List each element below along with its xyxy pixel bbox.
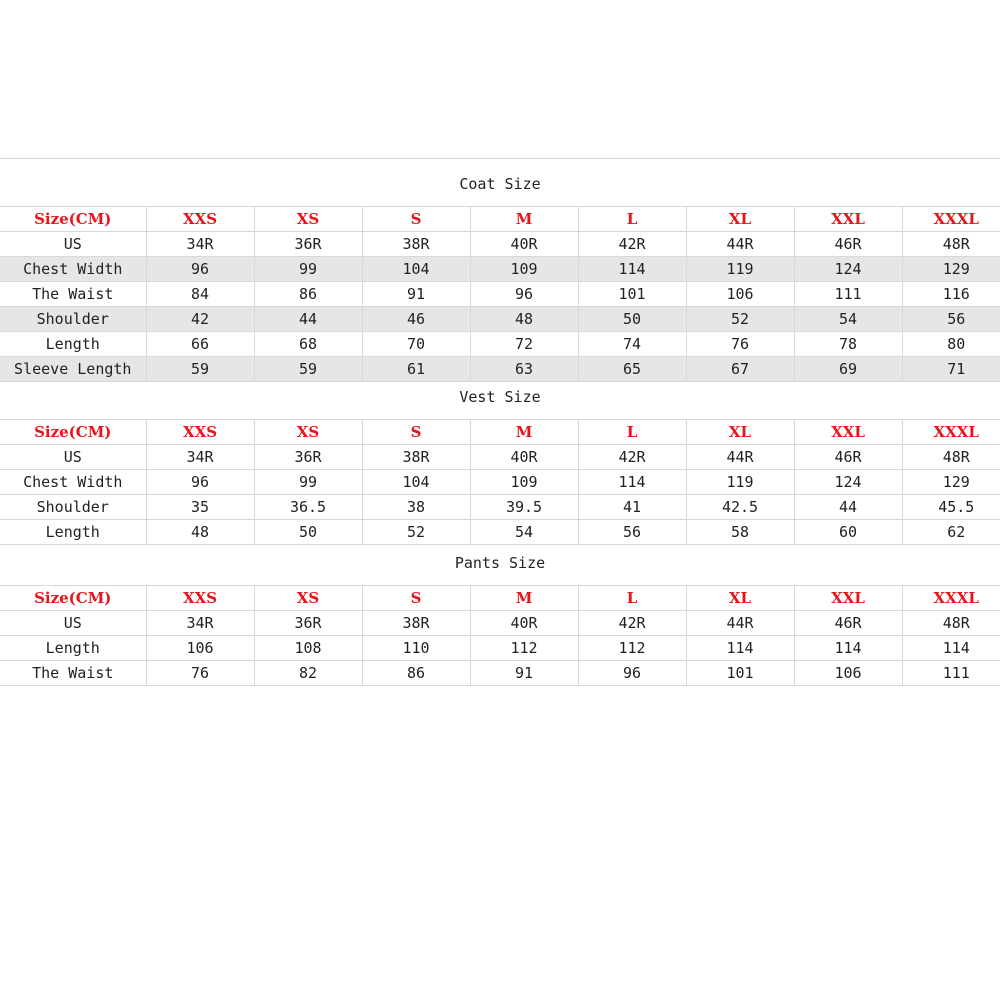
pants-size-title: Pants Size xyxy=(454,554,546,572)
table-cell: 44R xyxy=(686,611,794,636)
table-cell: 34R xyxy=(146,611,254,636)
table-cell: 56 xyxy=(902,307,1000,332)
table-cell: 114 xyxy=(902,636,1000,661)
table-cell: 48R xyxy=(902,611,1000,636)
table-cell: 50 xyxy=(578,307,686,332)
table-cell: 40R xyxy=(470,232,578,257)
table-cell: 106 xyxy=(686,282,794,307)
size-header-xl: XL xyxy=(686,207,794,232)
table-cell: 50 xyxy=(254,520,362,545)
size-header-xl: XL xyxy=(686,586,794,611)
table-cell: 34R xyxy=(146,445,254,470)
table-cell: 46R xyxy=(794,232,902,257)
size-header-xl: XL xyxy=(686,420,794,445)
row-label: US xyxy=(0,232,146,257)
table-cell: 101 xyxy=(578,282,686,307)
table-cell: 109 xyxy=(470,470,578,495)
size-header-row xyxy=(0,207,1000,232)
table-row xyxy=(0,445,1000,470)
table-cell: 36R xyxy=(254,445,362,470)
table-cell: 52 xyxy=(362,520,470,545)
row-label: US xyxy=(0,445,146,470)
coat-size-table xyxy=(0,206,1000,382)
row-label: The Waist xyxy=(0,282,146,307)
table-cell: 44R xyxy=(686,445,794,470)
table-cell: 96 xyxy=(146,257,254,282)
table-row xyxy=(0,332,1000,357)
table-cell: 40R xyxy=(470,445,578,470)
table-cell: 129 xyxy=(902,257,1000,282)
size-header-xxl: XXL xyxy=(794,420,902,445)
table-cell: 78 xyxy=(794,332,902,357)
table-cell: 52 xyxy=(686,307,794,332)
table-cell: 106 xyxy=(146,636,254,661)
table-cell: 42R xyxy=(578,232,686,257)
row-label: Length xyxy=(0,332,146,357)
table-cell: 42R xyxy=(578,445,686,470)
size-header-row xyxy=(0,586,1000,611)
table-cell: 40R xyxy=(470,611,578,636)
size-cm-label: Size(CM) xyxy=(0,420,146,445)
table-cell: 65 xyxy=(578,357,686,382)
table-row xyxy=(0,282,1000,307)
table-cell: 41 xyxy=(578,495,686,520)
table-cell: 46R xyxy=(794,611,902,636)
table-cell: 61 xyxy=(362,357,470,382)
table-row xyxy=(0,636,1000,661)
size-header-xxl: XXL xyxy=(794,207,902,232)
table-cell: 58 xyxy=(686,520,794,545)
table-cell: 129 xyxy=(902,470,1000,495)
table-cell: 42 xyxy=(146,307,254,332)
table-row xyxy=(0,611,1000,636)
size-cm-label: Size(CM) xyxy=(0,586,146,611)
table-cell: 119 xyxy=(686,470,794,495)
table-cell: 54 xyxy=(794,307,902,332)
table-cell: 104 xyxy=(362,470,470,495)
vest-size-table xyxy=(0,419,1000,545)
size-cm-label: Size(CM) xyxy=(0,207,146,232)
table-cell: 48R xyxy=(902,232,1000,257)
size-header-xxl: XXL xyxy=(794,586,902,611)
table-cell: 96 xyxy=(578,661,686,686)
table-cell: 71 xyxy=(902,357,1000,382)
table-cell: 109 xyxy=(470,257,578,282)
table-cell: 124 xyxy=(794,470,902,495)
table-cell: 48 xyxy=(146,520,254,545)
table-cell: 39.5 xyxy=(470,495,578,520)
size-header-row xyxy=(0,420,1000,445)
table-cell: 99 xyxy=(254,257,362,282)
table-cell: 44 xyxy=(254,307,362,332)
table-row xyxy=(0,495,1000,520)
coat-size-title: Coat Size xyxy=(459,175,541,193)
table-cell: 46R xyxy=(794,445,902,470)
table-cell: 38R xyxy=(362,611,470,636)
table-cell: 38R xyxy=(362,445,470,470)
table-cell: 76 xyxy=(146,661,254,686)
table-row xyxy=(0,357,1000,382)
table-cell: 54 xyxy=(470,520,578,545)
row-label: Sleeve Length xyxy=(0,357,146,382)
table-cell: 59 xyxy=(146,357,254,382)
table-row xyxy=(0,307,1000,332)
row-label: Length xyxy=(0,520,146,545)
table-cell: 96 xyxy=(470,282,578,307)
size-header-xxs: XXS xyxy=(146,420,254,445)
table-cell: 44R xyxy=(686,232,794,257)
size-header-l: L xyxy=(578,586,686,611)
table-cell: 112 xyxy=(578,636,686,661)
table-cell: 34R xyxy=(146,232,254,257)
table-cell: 45.5 xyxy=(902,495,1000,520)
size-header-xxxl: XXXL xyxy=(902,420,1000,445)
table-cell: 110 xyxy=(362,636,470,661)
table-cell: 101 xyxy=(686,661,794,686)
top-divider xyxy=(0,158,1000,159)
table-cell: 86 xyxy=(254,282,362,307)
table-cell: 91 xyxy=(470,661,578,686)
table-cell: 99 xyxy=(254,470,362,495)
table-cell: 74 xyxy=(578,332,686,357)
row-label: Chest Width xyxy=(0,470,146,495)
table-cell: 35 xyxy=(146,495,254,520)
table-cell: 36R xyxy=(254,611,362,636)
size-header-m: M xyxy=(470,420,578,445)
table-cell: 36R xyxy=(254,232,362,257)
table-cell: 44 xyxy=(794,495,902,520)
size-header-xxs: XXS xyxy=(146,586,254,611)
size-header-l: L xyxy=(578,420,686,445)
row-label: US xyxy=(0,611,146,636)
table-cell: 68 xyxy=(254,332,362,357)
table-cell: 59 xyxy=(254,357,362,382)
size-header-xs: XS xyxy=(254,207,362,232)
table-cell: 114 xyxy=(686,636,794,661)
table-cell: 124 xyxy=(794,257,902,282)
row-label: Shoulder xyxy=(0,307,146,332)
table-cell: 84 xyxy=(146,282,254,307)
vest-size-title: Vest Size xyxy=(459,388,541,406)
table-cell: 119 xyxy=(686,257,794,282)
table-cell: 72 xyxy=(470,332,578,357)
row-label: Length xyxy=(0,636,146,661)
table-row xyxy=(0,661,1000,686)
table-cell: 42.5 xyxy=(686,495,794,520)
table-row xyxy=(0,470,1000,495)
size-header-xxxl: XXXL xyxy=(902,207,1000,232)
table-cell: 38 xyxy=(362,495,470,520)
table-cell: 108 xyxy=(254,636,362,661)
table-cell: 111 xyxy=(794,282,902,307)
table-cell: 112 xyxy=(470,636,578,661)
table-cell: 36.5 xyxy=(254,495,362,520)
size-header-l: L xyxy=(578,207,686,232)
table-cell: 114 xyxy=(578,470,686,495)
table-cell: 106 xyxy=(794,661,902,686)
table-cell: 96 xyxy=(146,470,254,495)
size-header-m: M xyxy=(470,586,578,611)
row-label: Shoulder xyxy=(0,495,146,520)
table-cell: 48 xyxy=(470,307,578,332)
size-header-s: S xyxy=(362,420,470,445)
table-row xyxy=(0,257,1000,282)
size-header-xs: XS xyxy=(254,420,362,445)
row-label: Chest Width xyxy=(0,257,146,282)
table-row xyxy=(0,520,1000,545)
table-cell: 104 xyxy=(362,257,470,282)
table-cell: 69 xyxy=(794,357,902,382)
table-cell: 86 xyxy=(362,661,470,686)
table-cell: 62 xyxy=(902,520,1000,545)
table-cell: 48R xyxy=(902,445,1000,470)
size-header-xs: XS xyxy=(254,586,362,611)
table-cell: 56 xyxy=(578,520,686,545)
table-cell: 66 xyxy=(146,332,254,357)
size-header-m: M xyxy=(470,207,578,232)
table-cell: 70 xyxy=(362,332,470,357)
table-cell: 42R xyxy=(578,611,686,636)
size-header-s: S xyxy=(362,586,470,611)
table-cell: 114 xyxy=(578,257,686,282)
table-cell: 67 xyxy=(686,357,794,382)
table-cell: 82 xyxy=(254,661,362,686)
table-row xyxy=(0,232,1000,257)
size-header-xxs: XXS xyxy=(146,207,254,232)
table-cell: 116 xyxy=(902,282,1000,307)
table-cell: 111 xyxy=(902,661,1000,686)
pants-size-table xyxy=(0,585,1000,686)
size-header-s: S xyxy=(362,207,470,232)
table-cell: 114 xyxy=(794,636,902,661)
table-cell: 46 xyxy=(362,307,470,332)
table-cell: 76 xyxy=(686,332,794,357)
row-label: The Waist xyxy=(0,661,146,686)
table-cell: 38R xyxy=(362,232,470,257)
table-cell: 63 xyxy=(470,357,578,382)
table-cell: 80 xyxy=(902,332,1000,357)
table-cell: 91 xyxy=(362,282,470,307)
table-cell: 60 xyxy=(794,520,902,545)
size-header-xxxl: XXXL xyxy=(902,586,1000,611)
